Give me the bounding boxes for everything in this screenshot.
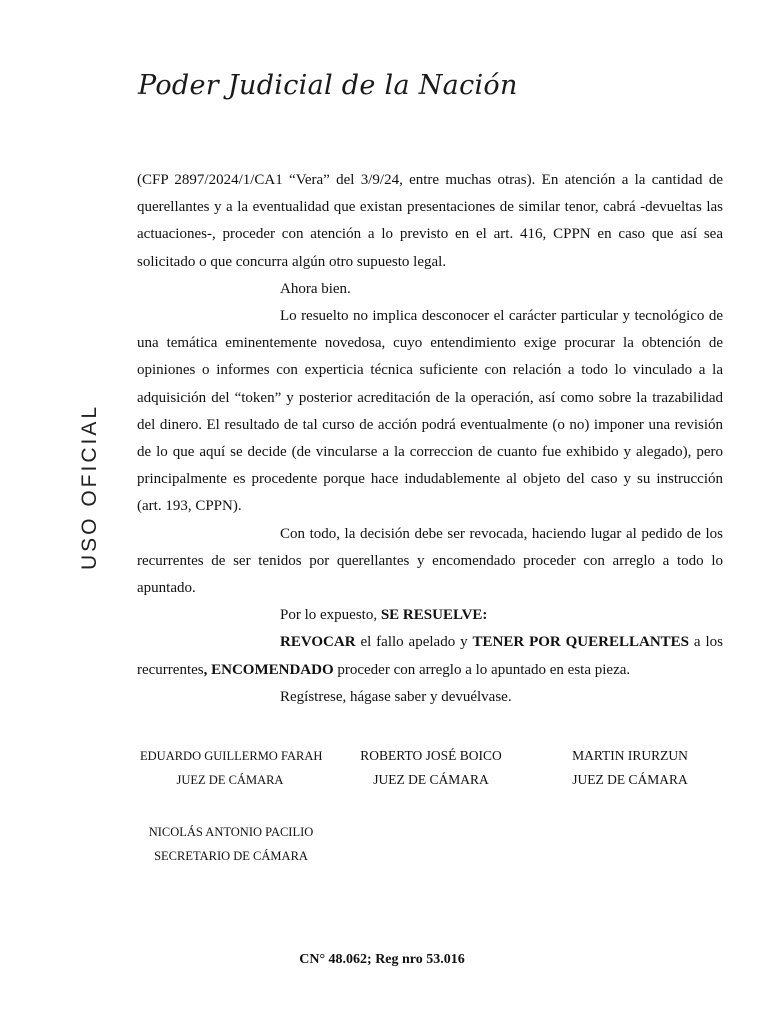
signer-role: JUEZ DE CÁMARA (572, 772, 688, 787)
signer-name: ROBERTO JOSÉ BOICO (360, 748, 502, 763)
signer-name: EDUARDO GUILLERMO FARAH (140, 749, 323, 763)
signature-block-3 (556, 744, 704, 792)
paragraph-1: (CFP 2897/2024/1/CA1 “Vera” del 3/9/24, entre muchas otras). En atención a la cantidad de querellantes y a la eventualidad que existan presentaciones de similar tenor, cabrá -devueltas las actuaciones-, proceder con atención a lo previsto en el art. 416, CPPN en caso que así sea solicitado o que concurra algún otro supuesto legal. (137, 172, 723, 270)
page-header-title: Poder Judicial de la Nación (138, 70, 518, 101)
signer-name: NICOLÁS ANTONIO PACILIO (148, 825, 314, 839)
text-segment: a los recurrentes (137, 634, 723, 678)
text-segment: el fallo apelado y (355, 634, 473, 651)
signer-role: JUEZ DE CÁMARA (373, 772, 489, 787)
paragraph-3: Lo resuelto no implica desconocer el carácter particular y tecnológico de una temática eminentemente novedosa, cuyo entendimiento exige procurar la obtención de opiniones o informes con experticia técnica suficiente con relación a todo lo vinculado a la adquisición del “token” y posterior acreditación de la operación, así como sobre la trazabilidad del dinero. El resultado de tal curso de acción podrá eventualmente (o no) imponer una revisión de lo que aquí se decide (de vincularse a la correccion de cuanto fue exhibido y alegado), pero principalmente es procedente porque hace indudablemente al objeto del caso y su instrucción (art. 193, CPPN). (137, 308, 723, 515)
signature-block-4 (136, 820, 326, 868)
signer-name: MARTIN IRURZUN (572, 748, 688, 763)
se-resuelve: SE RESUELVE: (380, 607, 488, 624)
tener-por-querellantes: TENER POR QUERELLANTES (472, 634, 690, 651)
paragraph-5 (137, 602, 723, 629)
signature-block-2 (348, 744, 514, 792)
paragraph-2: Ahora bien. (280, 280, 351, 297)
signature-block-1 (140, 744, 323, 792)
resolve-intro: Por lo expuesto, (280, 607, 381, 624)
document-body (137, 167, 723, 711)
paragraph-4: Con todo, la decisión debe ser revocada, haciendo lugar al pedido de los recurrentes de ser tenidos por querellantes y encomendado proceder con arreglo a todo lo apuntado. (137, 525, 723, 597)
revocar: REVOCAR (280, 634, 356, 651)
encomendado: , ENCOMENDADO (203, 661, 334, 678)
paragraph-6 (137, 629, 723, 683)
signer-role: JUEZ DE CÁMARA (176, 773, 284, 787)
uso-oficial-stamp: USO OFICIAL (78, 403, 101, 570)
paragraph-7: Regístrese, hágase saber y devuélvase. (280, 688, 512, 705)
signer-role: SECRETARIO DE CÁMARA (154, 849, 308, 863)
case-reference-footer: CN° 48.062; Reg nro 53.016 (299, 952, 465, 967)
text-segment: proceder con arreglo a lo apuntado en esta pieza. (333, 661, 631, 678)
